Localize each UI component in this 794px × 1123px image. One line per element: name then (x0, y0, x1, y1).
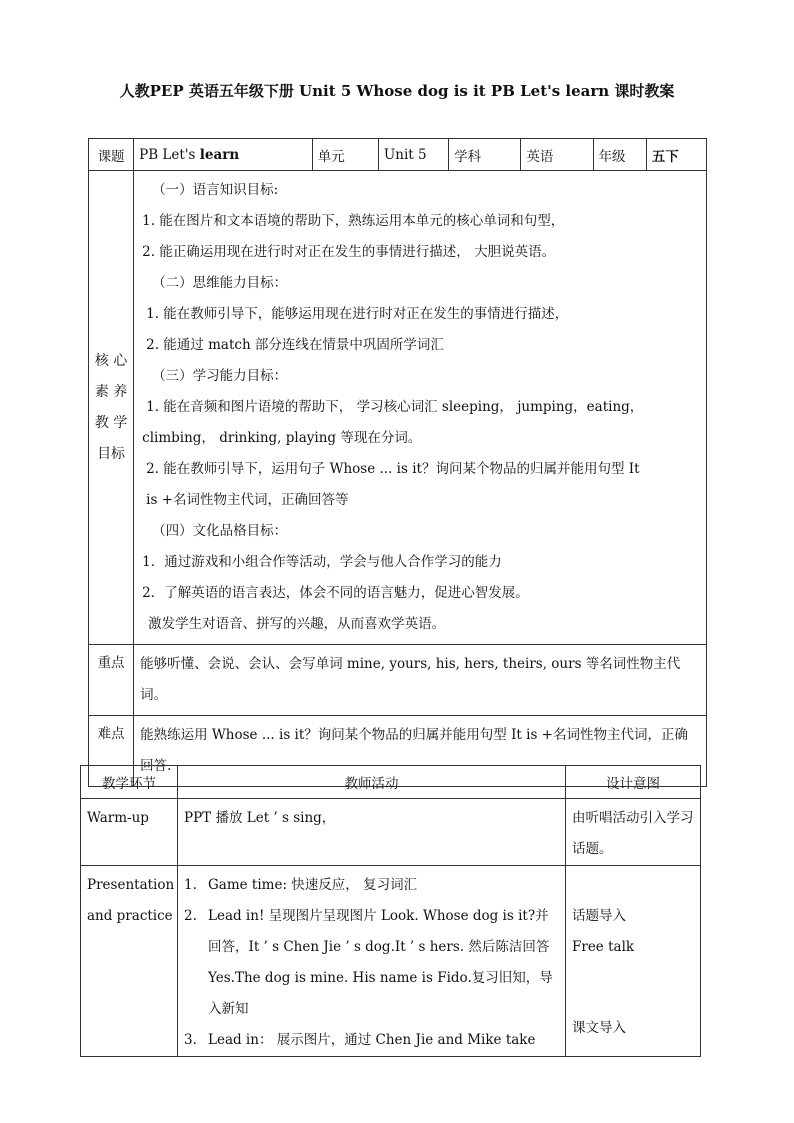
process-table (80, 765, 701, 1057)
warmup-row (81, 799, 701, 866)
key-point-text: 能够听懂、会说、会认、会写单词 mine, yours, his, hers, theirs, ours 等名词性物主代词。 (134, 645, 707, 716)
warmup-stage: Warm-up (81, 799, 178, 866)
key-point-label: 重点 (89, 645, 134, 716)
goal-item: 2. 能通过 match 部分连线在情景中巩固所学词汇 (146, 337, 444, 353)
goal-item: is +名词性物主代词，正确回答等 (146, 492, 349, 508)
list-item: 1. Game time: 快速反应， 复习词汇 (184, 877, 418, 893)
goal-item: 1. 能在图片和文本语境的帮助下，熟练运用本单元的核心单词和句型， (142, 213, 565, 229)
page-title: 人教PEP 英语五年级下册 Unit 5 Whose dog is it PB Let's learn 课时教案 (119, 82, 675, 100)
header-stage: 教学环节 (81, 766, 178, 799)
goal-item: 激发学生对语音、拼写的兴趣，从而喜欢学英语。 (148, 616, 446, 632)
goal-item: 2. 能正确运用现在进行时对正在发生的事情进行描述， 大胆说英语。 (142, 244, 556, 260)
goal-item: 2．了解英语的语言表达，体会不同的语言魅力，促进心智发展。 (142, 585, 529, 601)
goal-heading: （三）学习能力目标： (152, 368, 288, 384)
subject-key: 学科 (449, 139, 521, 171)
presentation-row (81, 866, 701, 1057)
difficulty-label: 难点 (89, 716, 134, 787)
key-point-row (89, 645, 707, 716)
process-header-row (81, 766, 701, 799)
list-item: 2. Lead in! 呈现图片呈现图片 Look. Whose dog is it?并回答，It ’ s Chen Jie ’ s dog.It ’ s hers. 然后陈洁回答 Yes.The dog is mine. His name is Fido.复习旧知，导入新知 (184, 908, 553, 1017)
header-design: 设计意图 (566, 766, 701, 799)
unit-key: 单元 (312, 139, 378, 171)
goal-heading: （四）文化品格目标： (152, 523, 288, 539)
goals-content (134, 171, 707, 645)
grade-value: 五下 (646, 139, 706, 171)
goal-heading: （二）思维能力目标： (152, 275, 288, 291)
presentation-activity (178, 866, 566, 1057)
list-item: 3. Lead in： 展示图片，通过 Chen Jie and Mike take (184, 1032, 536, 1048)
info-row (89, 139, 707, 171)
unit-value: Unit 5 (378, 139, 448, 171)
difficulty-text: 能熟练运用 Whose ... is it？询问某个物品的归属并能用句型 It is +名词性物主代词，正确回答. (134, 716, 707, 787)
goals-label: 核 心 素 养 教 学 目标 (89, 171, 134, 645)
goal-item: 2. 能在教师引导下，运用句子 Whose ... is it？询问某个物品的归属并能用句型 It (146, 461, 640, 477)
lesson-info-table (88, 138, 707, 787)
goal-item: 1．通过游戏和小组合作等活动，学会与他人合作学习的能力 (142, 554, 502, 570)
goal-item: 1. 能在教师引导下，能够运用现在进行时对正在发生的事情进行描述， (146, 306, 569, 322)
topic-key: 课题 (89, 139, 134, 171)
presentation-stage: Presentation and practice (81, 866, 178, 1057)
warmup-activity: PPT 播放 Let ’ s sing， (178, 799, 566, 866)
subject-value: 英语 (521, 139, 593, 171)
header-activity: 教师活动 (178, 766, 566, 799)
goal-item: 1. 能在音频和图片语境的帮助下， 学习核心词汇 sleeping， jumping，eating， (146, 399, 644, 415)
goals-row (89, 171, 707, 645)
grade-key: 年级 (593, 139, 646, 171)
goal-item: climbing， drinking, playing 等现在分词。 (142, 430, 422, 446)
topic-value: PB Let's learn (134, 139, 313, 171)
warmup-design: 由听唱活动引入学习话题。 (566, 799, 701, 866)
presentation-design: 话题导入 Free talk 课文导入 (566, 866, 701, 1057)
goal-heading: （一）语言知识目标: (152, 182, 279, 198)
